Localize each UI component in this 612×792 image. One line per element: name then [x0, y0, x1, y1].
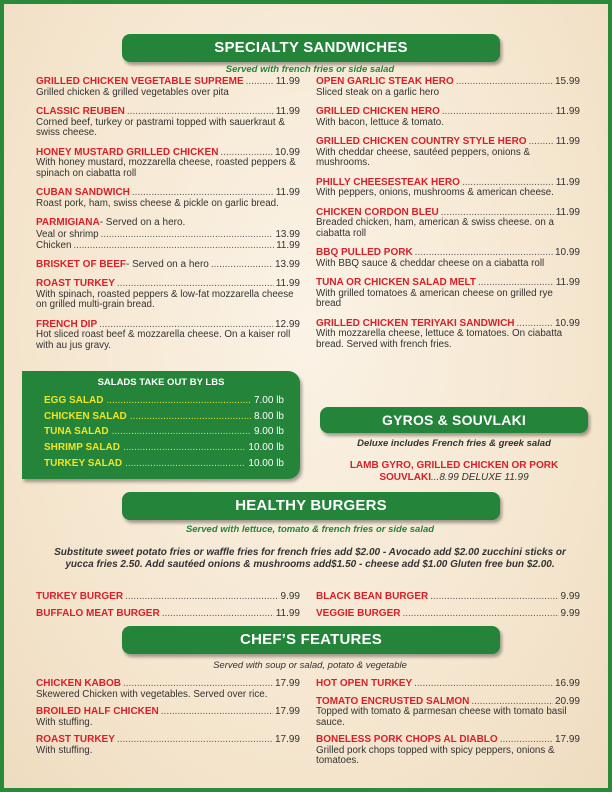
menu-item-row: [316, 106, 580, 118]
menu-item-name: VEGGIE BURGER: [316, 607, 401, 619]
salad-item: [44, 393, 284, 409]
menu-item-row: [316, 608, 580, 620]
menu-item-description: With bacon, lettuce & tomato.: [316, 116, 444, 128]
leader-dots: [125, 456, 245, 472]
burgers-note: Substitute sweet potato fries or waffle fries for french fries add $2.00 - Avocado add $2.00 zucchini sticks or yucca fries 2.50. Add sautéed onions & mushrooms add$1.50 - cheese add $1.00 Gluten free bun $2.00.: [54, 547, 566, 570]
leader-dots: [123, 678, 273, 690]
salad-price: 10.00 lb: [248, 457, 284, 469]
menu-item-row: [36, 187, 300, 199]
salad-item: [44, 456, 284, 472]
menu-item: [316, 106, 580, 128]
menu-item-inline-note: - Served on a hero.: [99, 217, 186, 228]
menu-item-description: With grilled tomatoes & american cheese on grilled rye bread: [316, 287, 553, 309]
menu-item-row: [36, 706, 300, 718]
leader-dots: [123, 440, 245, 456]
menu-item-row: [316, 678, 580, 690]
menu-item: [36, 608, 300, 620]
healthy-burgers-banner: HEALTHY BURGERS: [122, 492, 500, 520]
menu-item-row: [36, 259, 300, 271]
burgers-right-column: [316, 591, 580, 624]
menu-item-row: [316, 247, 580, 259]
menu-item: [36, 76, 300, 98]
menu-item-price: 11.99: [555, 206, 580, 218]
menu-item: [316, 136, 580, 169]
menu-item-price: 9.99: [280, 591, 300, 602]
menu-item-row: [36, 591, 300, 603]
menu-item-row: [36, 608, 300, 620]
menu-item-price: 17.99: [554, 734, 580, 745]
chefs-features-banner: CHEF’S FEATURES: [122, 626, 500, 654]
salad-price: 9.00 lb: [253, 426, 284, 438]
menu-item-row: [36, 76, 300, 88]
menu-item-description: Sliced steak on a garlic hero: [316, 86, 440, 98]
menu-item-description: Hot sliced roast beef & mozzarella cheese. On a kaiser roll with au jus gravy.: [36, 329, 291, 351]
menu-item: [36, 106, 300, 139]
burgers-subtitle: Served with lettuce, tomato & french fries or side salad: [185, 524, 435, 535]
menu-item-price: 11.99: [275, 106, 300, 117]
menu-item-name: ROAST TURKEY: [36, 278, 115, 289]
leader-dots: [162, 608, 274, 620]
menu-item: [316, 696, 580, 729]
menu-item-name: GRILLED CHICKEN VEGETABLE SUPREME: [36, 76, 244, 87]
menu-item-row: [316, 136, 580, 148]
menu-item-price: 9.99: [560, 591, 580, 602]
menu-item: [36, 706, 300, 728]
salad-item: [44, 424, 284, 440]
menu-item: [316, 608, 580, 620]
salads-title: SALADS TAKE OUT BY LBS: [97, 377, 225, 388]
menu-item: [316, 247, 580, 269]
salad-name: TURKEY SALAD: [44, 457, 123, 469]
salad-item: [44, 409, 284, 425]
menu-item-price: 11.99: [555, 176, 580, 188]
menu-item-row: [36, 217, 300, 229]
menu-item-price: 17.99: [274, 734, 300, 745]
menu-item-name: BUFFALO MEAT BURGER: [36, 607, 160, 619]
menu-item-row: [316, 734, 580, 746]
leader-dots: [106, 393, 251, 409]
menu-item-description: With stuffing.: [36, 744, 93, 756]
leader-dots: [414, 678, 553, 690]
menu-item-row: [316, 76, 580, 88]
menu-item-description: With BBQ sauce & cheddar cheese on a ciabatta roll: [316, 257, 545, 269]
menu-item-name: BBQ PULLED PORK: [316, 247, 413, 258]
menu-item-row: [316, 591, 580, 603]
menu-item: [36, 278, 300, 311]
leader-dots: [430, 591, 558, 603]
menu-item-price: 10.99: [554, 247, 580, 258]
menu-item-price: 11.99: [275, 76, 300, 87]
menu-item: [316, 207, 580, 240]
specialty-left-column: [36, 76, 300, 359]
gyros-subtitle: Deluxe includes French fries & greek salad: [357, 438, 551, 449]
menu-item-description: Roast pork, ham, swiss cheese & pickle on garlic bread.: [36, 197, 279, 209]
menu-item-row: [36, 678, 300, 690]
gyro-item-name: LAMB GYRO, GRILLED CHICKEN OR PORK SOUVLAKI: [349, 460, 559, 483]
menu-item-name: TOMATO ENCRUSTED SALMON: [316, 695, 470, 707]
menu-item-name: TURKEY BURGER: [36, 591, 124, 602]
leader-dots: [73, 240, 274, 251]
menu-item-price: 11.99: [275, 187, 300, 198]
option-price: 13.99: [275, 228, 300, 240]
salad-name: TUNA SALAD: [44, 426, 109, 438]
menu-item-price: 16.99: [554, 678, 580, 689]
menu-item-row: [36, 106, 300, 118]
menu-item: [316, 678, 580, 690]
salad-price: 7.00 lb: [253, 395, 284, 406]
leader-dots: [117, 734, 273, 746]
salad-item: [44, 440, 284, 456]
menu-item-inline-note: - Served on a hero: [126, 258, 209, 270]
salad-name: CHICKEN SALAD: [44, 410, 127, 422]
chef-right-column: [316, 678, 580, 773]
menu-item-name: HOT OPEN TURKEY: [316, 678, 413, 689]
menu-item-price: 13.99: [274, 258, 300, 270]
menu-item-name: CHICKEN KABOB: [36, 678, 121, 689]
menu-item-name: GRILLED CHICKEN COUNTRY STYLE HERO: [316, 136, 527, 147]
menu-item-option: [36, 240, 300, 251]
menu-item-name: CLASSIC REUBEN: [36, 106, 125, 117]
menu-item-price: 17.99: [274, 706, 300, 717]
menu-item: [36, 187, 300, 209]
menu-item-description: With peppers, onions, mushrooms & american cheese.: [316, 187, 554, 198]
leader-dots: [456, 76, 553, 88]
menu-item: [36, 147, 300, 180]
menu-item-description: With cheddar cheese, sautéed peppers, onions & mushrooms.: [316, 146, 531, 168]
menu-item-price: 10.99: [554, 317, 580, 329]
menu-item-description: Grilled chicken & grilled vegetables over pita: [36, 86, 229, 98]
menu-item-name: BRISKET OF BEEF: [36, 258, 127, 270]
leader-dots: [442, 106, 554, 118]
menu-item-price: 10.99: [274, 146, 300, 158]
menu-item-description: Topped with tomato & parmesan cheese with tomato basil sauce.: [316, 706, 567, 728]
salad-price: 8.00 lb: [253, 410, 284, 422]
leader-dots: [529, 136, 554, 148]
menu-item-price: 11.99: [555, 277, 580, 288]
menu-item: [316, 76, 580, 98]
salads-takeout-box: [22, 371, 300, 479]
salad-price: 10.00 lb: [248, 442, 284, 454]
menu-item-price: 11.99: [275, 278, 300, 289]
gyros-souvlaki-banner: GYROS & SOUVLAKI: [320, 407, 588, 433]
menu-item-description: With spinach, roasted peppers & low-fat mozzarella cheese on grilled multi-grain bread.: [36, 288, 294, 310]
menu-item-name: ROAST TURKEY: [36, 734, 115, 745]
specialty-right-column: [316, 76, 580, 358]
menu-item-option: [36, 229, 300, 240]
menu-item: [36, 259, 300, 271]
menu-item-price: 17.99: [274, 678, 300, 689]
menu-item-name: PARMIGIANA: [36, 217, 100, 228]
menu-item: [316, 177, 580, 199]
menu-item: [316, 734, 580, 767]
menu-item: [36, 319, 300, 352]
leader-dots: [402, 608, 558, 620]
menu-item-description: Skewered Chicken with vegetables. Served over rice.: [36, 688, 268, 700]
chef-subtitle: Served with soup or salad, potato & vegetable: [213, 660, 407, 671]
menu-item: [316, 277, 580, 310]
menu-item: [36, 734, 300, 756]
menu-item-description: Corned beef, turkey or pastrami topped with sauerkraut & swiss cheese.: [36, 116, 285, 138]
leader-dots: [112, 424, 251, 440]
menu-item: [316, 318, 580, 351]
salads-list: [44, 393, 284, 472]
leader-dots: [246, 76, 274, 88]
menu-item-name: TUNA OR CHICKEN SALAD MELT: [316, 277, 476, 288]
menu-item-description: With honey mustard, mozzarella cheese, roasted peppers & spinach on ciabatta roll: [36, 157, 296, 179]
menu-item-row: [36, 278, 300, 290]
salad-name: EGG SALAD: [44, 395, 104, 406]
leader-dots: [125, 591, 278, 603]
option-label: Chicken: [36, 239, 72, 251]
menu-item-price: 9.99: [560, 607, 580, 619]
menu-item-description: Breaded chicken, ham, american & swiss cheese. on a ciabatta roll: [316, 217, 554, 239]
burgers-left-column: [36, 591, 300, 624]
menu-item-name: BLACK BEAN BURGER: [316, 591, 429, 602]
leader-dots: [478, 277, 554, 289]
menu-item: [36, 678, 300, 700]
chef-left-column: [36, 678, 300, 762]
leader-dots: [500, 734, 553, 746]
menu-item-name: OPEN GARLIC STEAK HERO: [316, 76, 454, 87]
leader-dots: [127, 106, 274, 118]
specialty-subtitle: Served with french fries or side salad: [225, 64, 395, 75]
menu-item-price: 12.99: [274, 318, 300, 330]
menu-item-name: PHILLY CHEESESTEAK HERO: [316, 176, 460, 188]
leader-dots: [101, 229, 274, 240]
leader-dots: [130, 409, 251, 425]
menu-item-description: With stuffing.: [36, 716, 93, 728]
menu-item-row: [316, 277, 580, 289]
menu-item: [36, 217, 300, 251]
leader-dots: [161, 706, 273, 718]
leader-dots: [211, 259, 273, 271]
menu-item-name: GRILLED CHICKEN HERO: [316, 106, 440, 117]
specialty-sandwiches-banner: SPECIALTY SANDWICHES: [122, 34, 500, 62]
option-label: Veal or shrimp: [36, 228, 99, 240]
menu-item-price: 15.99: [554, 76, 580, 87]
menu-item-description: Grilled pork chops topped with spicy peppers, onions & tomatoes.: [316, 744, 555, 766]
leader-dots: [117, 278, 274, 290]
menu-item-name: FRENCH DIP: [36, 318, 98, 330]
leader-dots: [132, 187, 274, 199]
menu-item-name: CUBAN SANDWICH: [36, 187, 130, 198]
menu-item: [316, 591, 580, 603]
menu-item-price: 11.99: [555, 106, 580, 117]
menu-item-description: With mozzarella cheese, lettuce & tomatoes. On ciabatta bread. Served with french fries.: [316, 328, 563, 350]
menu-item-name: CHICKEN CORDON BLEU: [316, 206, 439, 218]
leader-dots: [415, 247, 553, 259]
menu-item-name: BROILED HALF CHICKEN: [36, 706, 159, 717]
menu-item-price: 11.99: [555, 136, 580, 147]
gyro-item: [326, 460, 582, 483]
menu-item-row: [36, 734, 300, 746]
menu-item-price: 20.99: [554, 695, 580, 707]
gyro-item-prices: ...8.99 DELUXE 11.99: [431, 471, 529, 483]
menu-item-price: 11.99: [275, 607, 300, 619]
menu-item: [36, 591, 300, 603]
salad-name: SHRIMP SALAD: [44, 442, 120, 454]
menu-item-name: HONEY MUSTARD GRILLED CHICKEN: [36, 146, 219, 158]
option-price: 11.99: [276, 239, 300, 251]
menu-item-name: BONELESS PORK CHOPS AL DIABLO: [316, 734, 498, 745]
menu-item-name: GRILLED CHICKEN TERIYAKI SANDWICH: [316, 317, 515, 329]
